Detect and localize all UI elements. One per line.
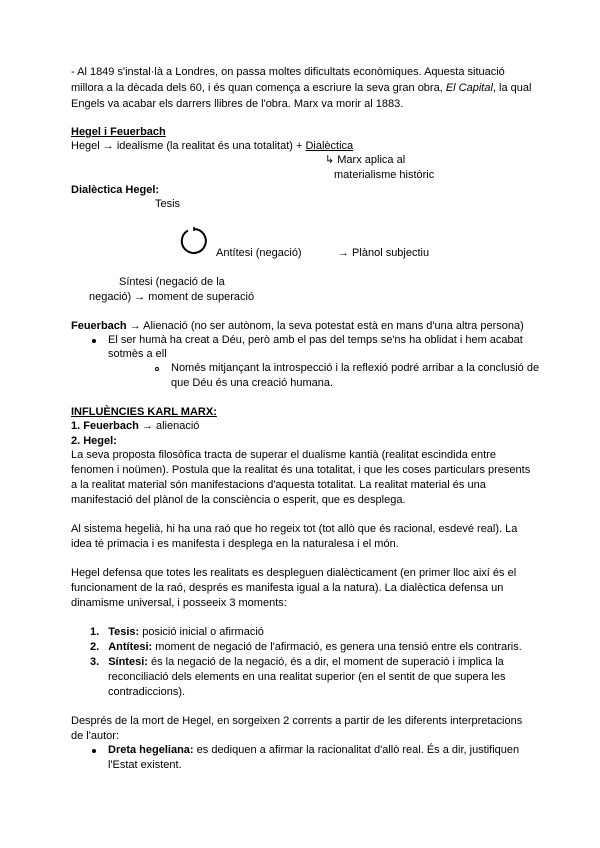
moment-3	[90, 655, 504, 670]
sub-bullet-circle	[155, 367, 159, 371]
moment-2-label: Antítesi:	[108, 641, 153, 653]
moment-3-num: 3.	[90, 656, 100, 668]
p1-line-1: La seva proposta filosòfica tracta de superar el dualisme kantià (realitat escindida entre	[71, 449, 496, 461]
bullet-dot	[92, 749, 96, 753]
moment-2-num: 2.	[90, 641, 100, 653]
feuerbach-rest: → Alienació (no ser autònom, la seva potestat està en mans d'una altra persona)	[126, 320, 524, 332]
feuerbach-sub-2: que Déu és una creació humana.	[171, 377, 334, 389]
arrow-sub-2: materialisme històric	[334, 169, 435, 181]
moment-2	[90, 640, 522, 655]
hegel-line-text: Hegel → idealisme (la realitat és una totalitat) +	[71, 140, 303, 152]
dreta-hegeliana-text: es dediquen a afirmar la racionalitat d'allò real. És a dir, justifiquen	[193, 744, 520, 756]
el-capital-italic: El Capital	[445, 82, 493, 94]
influencia-1-rest: → alienació	[138, 420, 200, 432]
influencia-2: 2. Hegel:	[71, 435, 117, 447]
p4-line-1: Després de la mort de Hegel, en sorgeixen 2 corrents a partir de les diferents interpretacions	[71, 715, 523, 727]
p3-line-3: dinamisme universal, i posseeix 3 moments:	[71, 597, 287, 609]
tesis-label: Tesis	[155, 198, 181, 210]
heading-dialectica: Dialèctica Hegel:	[71, 184, 160, 196]
dreta-hegeliana-label: Dreta hegeliana:	[108, 744, 194, 756]
moment-3-line-2: reconciliació dels elements en una realitat superior (en el sentit de que supera les	[108, 671, 506, 683]
dreta-hegeliana-line	[108, 743, 519, 758]
moment-3-text: és la negació de la negació, és a dir, el moment de superació i implica la	[147, 656, 504, 668]
p3-line-1: Hegel defensa que totes les realitats es despleguen dialècticament (en primer lloc així és el	[71, 567, 517, 579]
moment-3-label: Síntesi:	[108, 656, 148, 668]
cycle-arrow-icon	[179, 226, 209, 256]
sintesi-line-2: negació) → moment de superació	[89, 291, 255, 303]
p1-line-3: a la realitat material són manifestacions d'aquesta totalitat. La realitat material és una	[71, 479, 486, 491]
sintesi-line-1: Síntesi (negació de la	[119, 276, 225, 288]
dialectica-underlined: Dialèctica	[305, 140, 354, 152]
p3-line-2: funcionament de la raó, després es manifesta igual a la natura). La dialèctica defensa un	[71, 582, 504, 594]
intro-line-2-end: , la qual	[492, 82, 532, 94]
p2-line-2: idea té primacia i es manifesta i desplega en la naturalesa i el món.	[71, 538, 399, 550]
intro-line-2	[71, 81, 531, 96]
planol-label: → Plànol subjectiu	[338, 247, 430, 259]
heading-influencies: INFLUÈNCIES KARL MARX:	[71, 406, 217, 418]
moment-2-text: moment de negació de l'afirmació, es genera una tensió entre els contraris.	[152, 641, 522, 653]
influencia-1	[71, 419, 199, 434]
bullet-dot	[92, 339, 96, 343]
feuerbach-bullet-2: sotmès a ell	[108, 348, 167, 360]
intro-line-1: - Al 1849 s'instal·là a Londres, on passa moltes dificultats econòmiques. Aquesta situació	[71, 66, 505, 78]
antitesi-label: Antítesi (negació)	[216, 247, 302, 259]
p1-line-4: manifestació del plànol de la consciència o esperit, que es desplega.	[71, 494, 406, 506]
intro-line-3: Engels va acabar els darrers llibres de l'obra. Marx va morir al 1883.	[71, 98, 404, 110]
influencia-1-label: 1. Feuerbach	[71, 420, 139, 432]
moment-1-num: 1.	[90, 626, 100, 638]
moment-1-label: Tesis:	[108, 626, 140, 638]
feuerbach-bullet-1: El ser humà ha creat a Déu, però amb el pas del temps se'ns ha oblidat i hem acabat	[108, 334, 523, 346]
p2-line-1: Al sistema hegelià, hi ha una raó que ho regeix tot (tot allò que és racional, esdevé real). La	[71, 523, 518, 535]
moment-1-text: posició inicial o afirmació	[139, 626, 264, 638]
arrow-sub-1: ↳ Marx aplica al	[325, 154, 406, 166]
hegel-line	[71, 139, 353, 154]
moment-1	[90, 625, 264, 640]
dreta-hegeliana-line-2: l'Estat existent.	[108, 759, 182, 771]
p4-line-2: de l'autor:	[71, 730, 119, 742]
feuerbach-sub-1: Només mitjançant la introspecció i la reflexió podré arribar a la conclusió de	[171, 362, 540, 374]
moment-3-line-3: contradiccions).	[108, 686, 186, 698]
feuerbach-label: Feuerbach	[71, 320, 127, 332]
intro-line-2-text: millora a la dècada dels 60, i és quan comença a escriure la seva gran obra,	[71, 82, 443, 94]
heading-hegel-feuerbach: Hegel i Feuerbach	[71, 126, 166, 138]
p1-line-2: fenomen i noümen). Postula que la realitat és una totalitat, i que les coses particulars presents	[71, 464, 531, 476]
